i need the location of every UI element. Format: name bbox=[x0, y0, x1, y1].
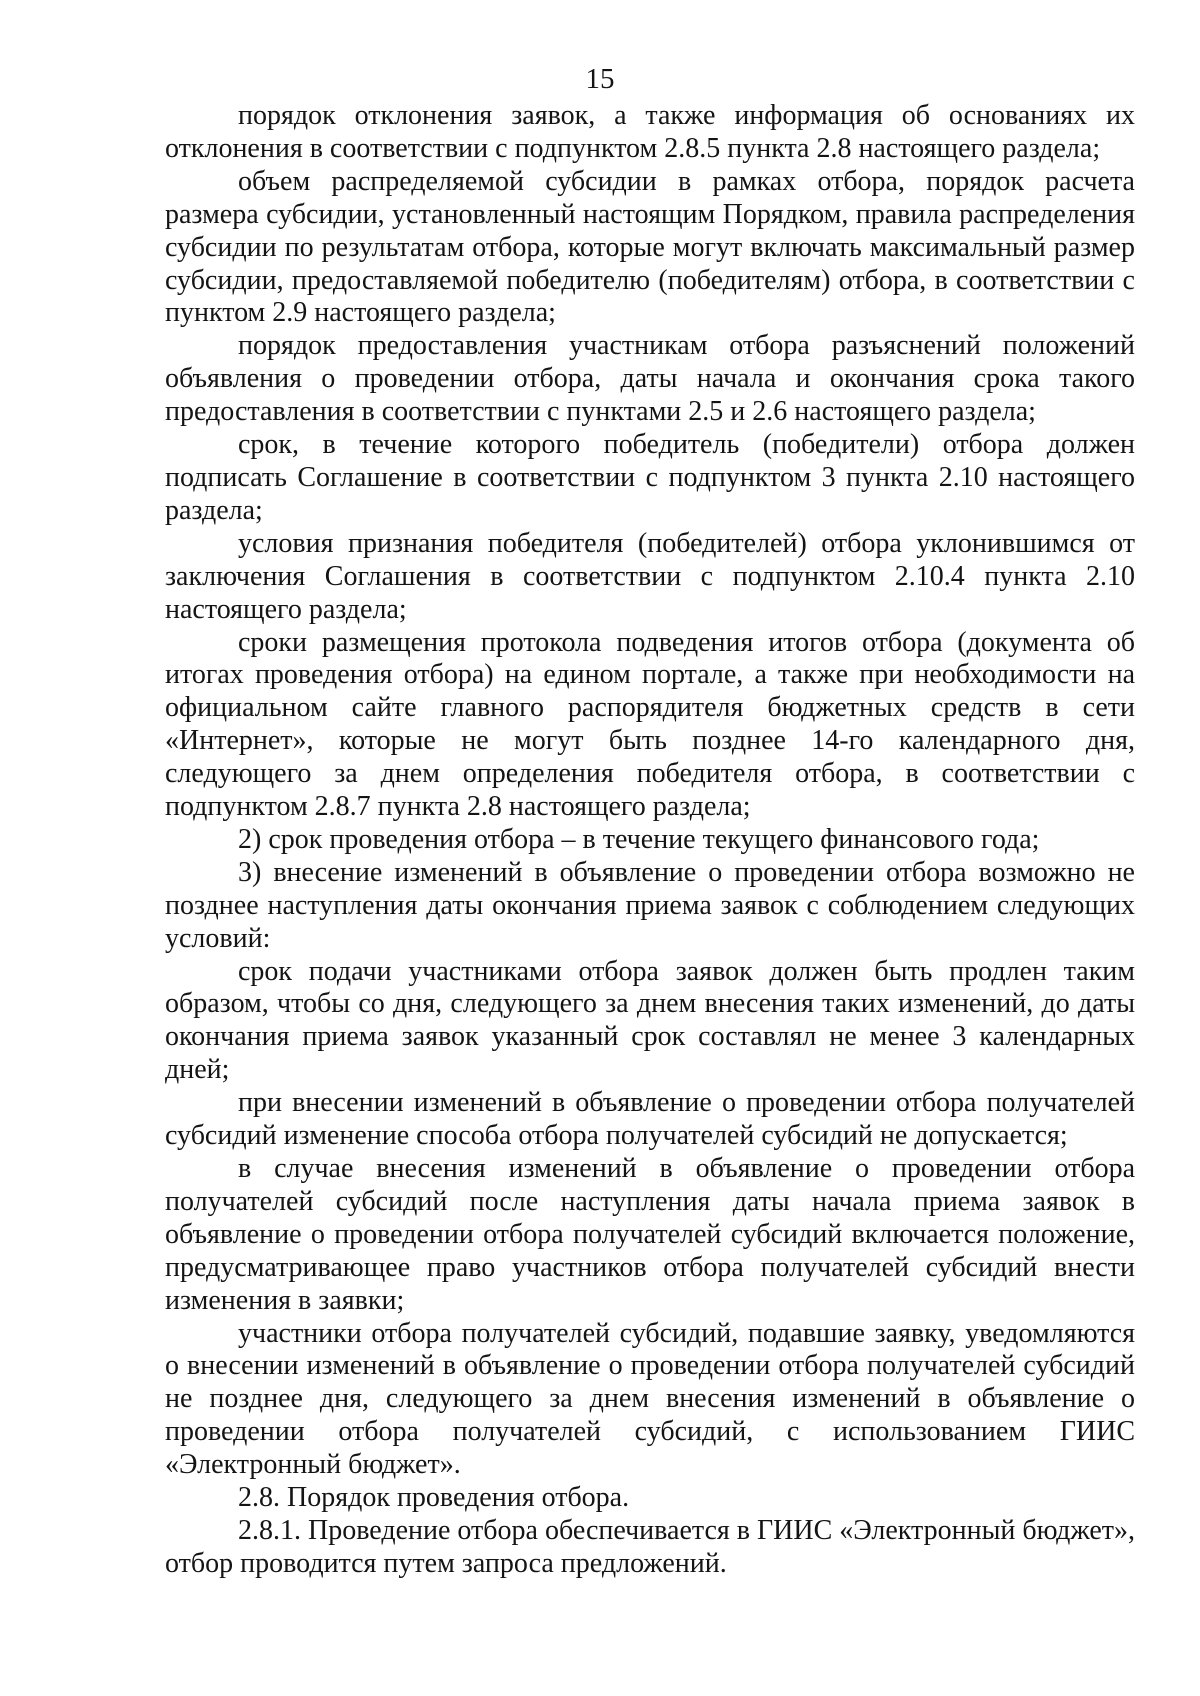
paragraph: сроки размещения протокола подведения итогов отбора (документа об итогах проведения отбора) на едином портале, а также при необходимости на официальном сайте главного распорядителя бюджетных средств в сети «Интернет», которые не могут быть позднее 14-го календарного дня, следующего за днем определения победителя отбора, в соответствии с подпунктом 2.8.7 пункта 2.8 настоящего раздела; bbox=[165, 626, 1135, 823]
paragraph: объем распределяемой субсидии в рамках отбора, порядок расчета размера субсидии, установленный настоящим Порядком, правила распределения субсидии по результатам отбора, которые могут включать максимальный размер субсидии, предоставляемой победителю (победителям) отбора, в соответствии с пунктом 2.9 настоящего раздела; bbox=[165, 165, 1135, 329]
paragraph: порядок предоставления участникам отбора разъяснений положений объявления о проведении отбора, даты начала и окончания срока такого предоставления в соответствии с пунктами 2.5 и 2.6 настоящего раздела; bbox=[165, 330, 1135, 428]
paragraph: порядок отклонения заявок, а также информация об основаниях их отклонения в соответствии с подпунктом 2.8.5 пункта 2.8 настоящего раздела; bbox=[165, 100, 1135, 164]
paragraph: условия признания победителя (победителей) отбора уклонившимся от заключения Соглашения в соответствии с подпунктом 2.10.4 пункта 2.10 настоящего раздела; bbox=[165, 527, 1135, 625]
paragraph: 3) внесение изменений в объявление о проведении отбора возможно не позднее наступления даты окончания приема заявок с соблюдением следующих условий: bbox=[165, 856, 1135, 954]
paragraph: 2) срок проведения отбора – в течение текущего финансового года; bbox=[238, 823, 1040, 855]
paragraph: участники отбора получателей субсидий, подавшие заявку, уведомляются о внесении изменений в объявление о проведении отбора получателей субсидий не позднее дня, следующего за днем внесения изменений в объявление о проведении отбора получателей субсидий, с использованием ГИИС «Электронный бюджет». bbox=[165, 1317, 1135, 1481]
paragraph: 2.8. Порядок проведения отбора. bbox=[238, 1482, 630, 1514]
paragraph: срок, в течение которого победитель (победители) отбора должен подписать Соглашение в соответствии с подпунктом 3 пункта 2.10 настоящего раздела; bbox=[165, 429, 1135, 526]
paragraph: при внесении изменений в объявление о проведении отбора получателей субсидий изменение способа отбора получателей субсидий не допускается; bbox=[165, 1087, 1135, 1152]
paragraph: срок подачи участниками отбора заявок должен быть продлен таким образом, чтобы со дня, следующего за днем внесения таких изменений, до даты окончания приема заявок указанный срок составлял не менее 3 календарных дней; bbox=[165, 955, 1135, 1086]
page-number: 15 bbox=[585, 63, 615, 95]
paragraph: 2.8.1. Проведение отбора обеспечивается в ГИИС «Электронный бюджет», отбор проводится путем запроса предложений. bbox=[165, 1514, 1135, 1579]
document-body bbox=[165, 100, 1135, 1581]
paragraph: в случае внесения изменений в объявление о проведении отбора получателей субсидий после наступления даты начала приема заявок в объявление о проведении отбора получателей субсидий включается положение, предусматривающее право участников отбора получателей субсидий внести изменения в заявки; bbox=[165, 1153, 1135, 1316]
